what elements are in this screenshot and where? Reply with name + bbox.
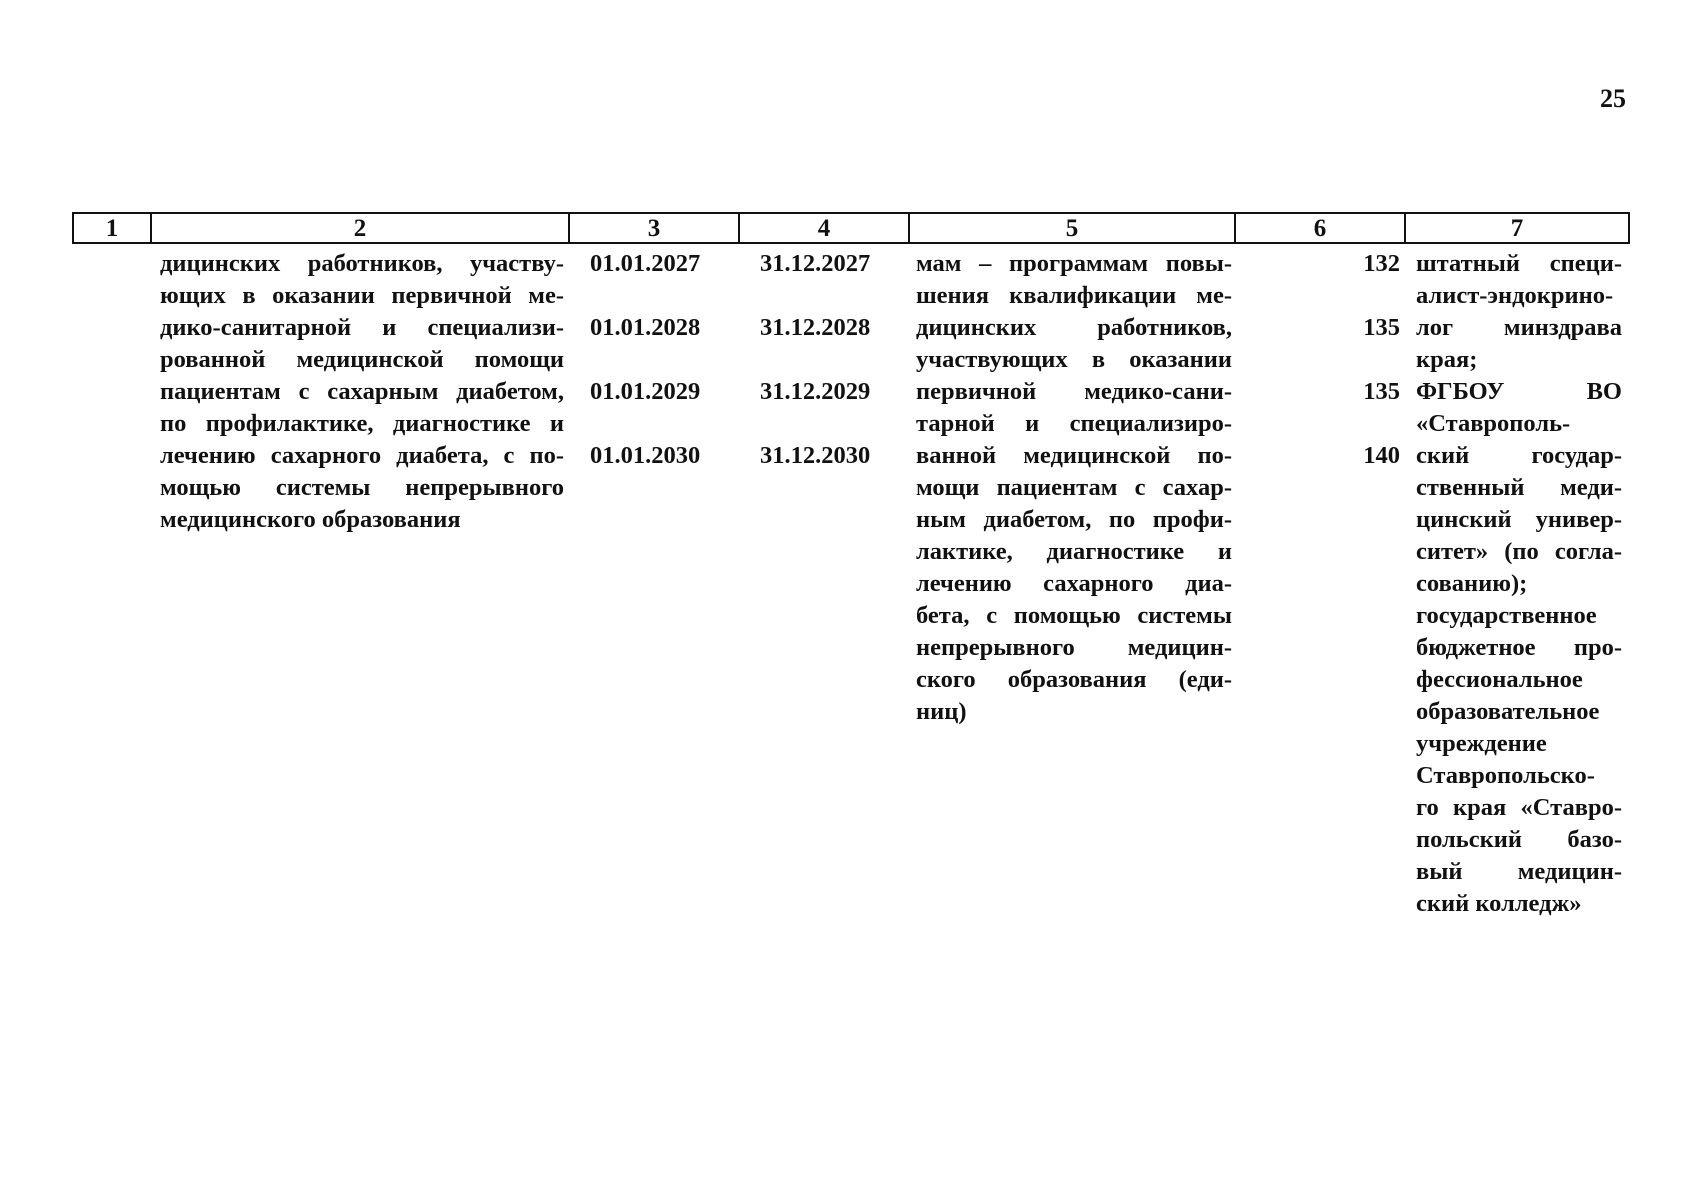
end-date: 31.12.2029 xyxy=(760,378,871,405)
col5-text xyxy=(916,248,1232,728)
start-date: 01.01.2030 xyxy=(590,442,701,469)
text-line: дицинских работников, участву- xyxy=(160,250,564,277)
text-line: дико-санитарной и специализи- xyxy=(160,314,564,341)
col6-values xyxy=(1330,248,1400,504)
text-line: медицинского образования xyxy=(160,506,461,533)
text-line: тарной и специализиро- xyxy=(916,410,1232,437)
text-line: образовательное xyxy=(1416,698,1600,725)
text-line: ниц) xyxy=(916,698,967,725)
text-line: вый медицин- xyxy=(1416,858,1622,885)
text-line: ский колледж» xyxy=(1416,890,1582,917)
header-col-6: 6 xyxy=(1236,214,1406,242)
header-col-1: 1 xyxy=(74,214,152,242)
text-line: цинский универ- xyxy=(1416,506,1622,533)
text-line: ным диабетом, по профи- xyxy=(916,506,1232,533)
text-line: польский базо- xyxy=(1416,826,1622,853)
col4-end-dates xyxy=(760,248,900,504)
text-line: участвующих в оказании xyxy=(916,346,1232,373)
text-line: алист-эндокрино- xyxy=(1416,282,1614,309)
text-line: мощью системы непрерывного xyxy=(160,474,564,501)
text-line: бета, с помощью системы xyxy=(916,602,1232,629)
value-cell: 135 xyxy=(1363,314,1400,341)
text-line: рованной медицинской помощи xyxy=(160,346,564,373)
text-line: ского образования (еди- xyxy=(916,666,1232,693)
text-line: Ставропольско- xyxy=(1416,762,1595,789)
text-line: ющих в оказании первичной ме- xyxy=(160,282,564,309)
start-date: 01.01.2028 xyxy=(590,314,701,341)
text-line: по профилактике, диагностике и xyxy=(160,410,564,437)
end-date: 31.12.2028 xyxy=(760,314,871,341)
text-line: лечению сахарного диабета, с по- xyxy=(160,442,564,469)
text-line: непрерывного медицин- xyxy=(916,634,1232,661)
text-line: шения квалификации ме- xyxy=(916,282,1232,309)
start-date: 01.01.2029 xyxy=(590,378,701,405)
value-cell: 140 xyxy=(1363,442,1400,469)
text-line: ский государ- xyxy=(1416,442,1622,469)
text-line: ситет» (по согла- xyxy=(1416,538,1622,565)
text-line: мам – программам повы- xyxy=(916,250,1232,277)
text-line: пациентам с сахарным диабетом, xyxy=(160,378,564,405)
text-line: ванной медицинской по- xyxy=(916,442,1232,469)
text-line: сованию); xyxy=(1416,570,1528,597)
text-line: края; xyxy=(1416,346,1478,373)
text-line: ственный меди- xyxy=(1416,474,1622,501)
text-line: ФГБОУ ВО xyxy=(1416,378,1622,405)
text-line: штатный специ- xyxy=(1416,250,1622,277)
text-line: учреждение xyxy=(1416,730,1547,757)
text-line: фессиональное xyxy=(1416,666,1583,693)
text-line: «Ставрополь- xyxy=(1416,410,1571,437)
start-date: 01.01.2027 xyxy=(590,250,701,277)
text-line: лог минздрава xyxy=(1416,314,1622,341)
table-header-row xyxy=(72,212,1630,244)
text-line: мощи пациентам с сахар- xyxy=(916,474,1232,501)
value-cell: 132 xyxy=(1363,250,1400,277)
text-line: го края «Ставро- xyxy=(1416,794,1622,821)
header-col-5: 5 xyxy=(910,214,1236,242)
text-line: первичной медико-сани- xyxy=(916,378,1232,405)
page-number: 25 xyxy=(1600,84,1626,113)
header-col-3: 3 xyxy=(570,214,740,242)
text-line: государственное xyxy=(1416,602,1597,629)
header-col-4: 4 xyxy=(740,214,910,242)
text-line: дицинских работников, xyxy=(916,314,1232,341)
header-col-7: 7 xyxy=(1510,215,1524,242)
text-line: лечению сахарного диа- xyxy=(916,570,1232,597)
text-line: лактике, диагностике и xyxy=(916,538,1232,565)
text-line: бюджетное про- xyxy=(1416,634,1622,661)
col7-text xyxy=(1416,248,1622,920)
col3-start-dates xyxy=(590,248,730,504)
header-col-2: 2 xyxy=(152,214,570,242)
value-cell: 135 xyxy=(1363,378,1400,405)
end-date: 31.12.2030 xyxy=(760,442,871,469)
col2-text xyxy=(160,248,564,536)
end-date: 31.12.2027 xyxy=(760,250,871,277)
